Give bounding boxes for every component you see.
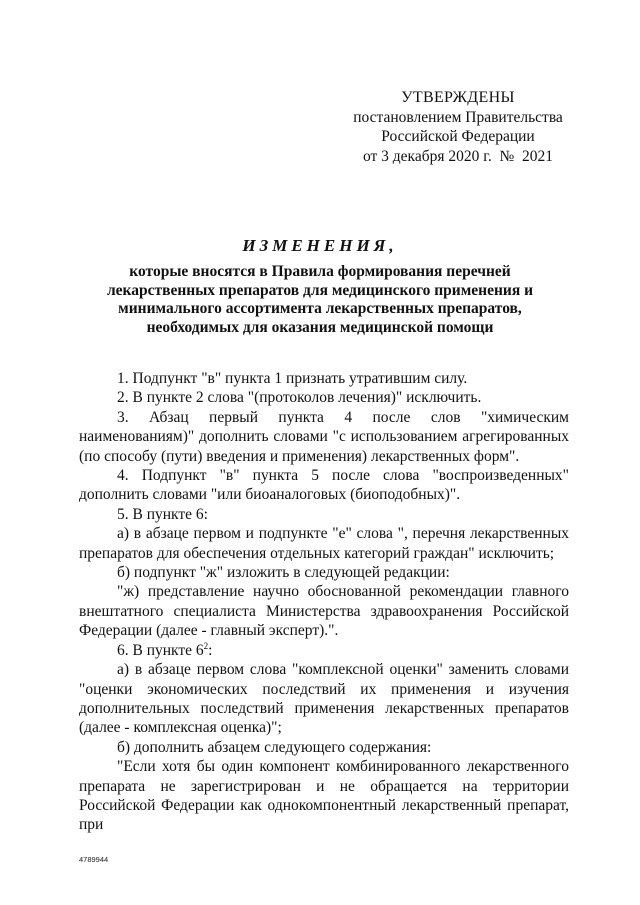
paragraph: б) дополнить абзацем следующего содержания: xyxy=(117,738,432,756)
approval-title: УТВЕРЖДЕНЫ xyxy=(401,89,515,106)
approval-block xyxy=(352,88,564,166)
paragraph: 3. Абзац первый пункта 4 после слов "химическим наименованиям)" дополнить словами "с использованием агрегированных (по способу (пути) введения и применения) лекарственных форм". xyxy=(79,408,569,465)
paragraph-point-6 xyxy=(79,641,569,660)
paragraph: "ж) представление научно обоснованной рекомендации главного внештатного специалиста Министерства здравоохранения Российской Федерации (далее - главный эксперт).". xyxy=(79,583,569,640)
approval-date-line: от 3 декабря 2020 г. № 2021 xyxy=(362,147,554,165)
point-6-superscript: 2 xyxy=(203,640,209,651)
approval-line-2: Российской Федерации xyxy=(381,128,535,145)
point-6-prefix: 6. В пункте 6 xyxy=(117,641,204,659)
paragraph: б) подпункт "ж" изложить в следующей редакции: xyxy=(117,564,450,582)
paragraph: 2. В пункте 2 слова "(протоколов лечения)" исключить. xyxy=(117,389,482,407)
paragraph: а) в абзаце первом и подпункте "е" слова ", перечня лекарственных препаратов для обеспечения отдельных категорий граждан" исключить; xyxy=(79,525,569,562)
approval-line-1: постановлением Правительства xyxy=(353,108,563,126)
paragraph: а) в абзаце первом слова "комплексной оценки" заменить словами "оценки экономических последствий их применения и изучения дополнительных последствий применения лекарственных препаратов (далее - комплексная оценка)"; xyxy=(79,661,569,737)
paragraph: "Если хотя бы один компонент комбинированного лекарственного препарата не зарегистрирован и не обращается на территории Российской Федерации как однокомпонентный лекарственный препарат, при xyxy=(79,758,569,834)
document-subtitle: которые вносятся в Правила формирования перечней лекарственных препаратов для медицинского применения и минимального ассортимента лекарственных препаратов, необходимых для оказания медицинской помощи xyxy=(106,263,534,336)
footer-document-code: 4789944 xyxy=(79,855,109,864)
paragraph: 4. Подпункт "в" пункта 5 после слова "воспроизведенных" дополнить словами "или биоаналоговых (биоподобных)". xyxy=(79,467,569,504)
paragraph: 1. Подпункт "в" пункта 1 признать утратившим силу. xyxy=(117,370,468,387)
point-6-suffix: : xyxy=(208,641,213,659)
paragraph: 5. В пункте 6: xyxy=(117,505,208,523)
document-body xyxy=(79,369,569,835)
document-heading: ИЗМЕНЕНИЯ, xyxy=(242,236,398,255)
